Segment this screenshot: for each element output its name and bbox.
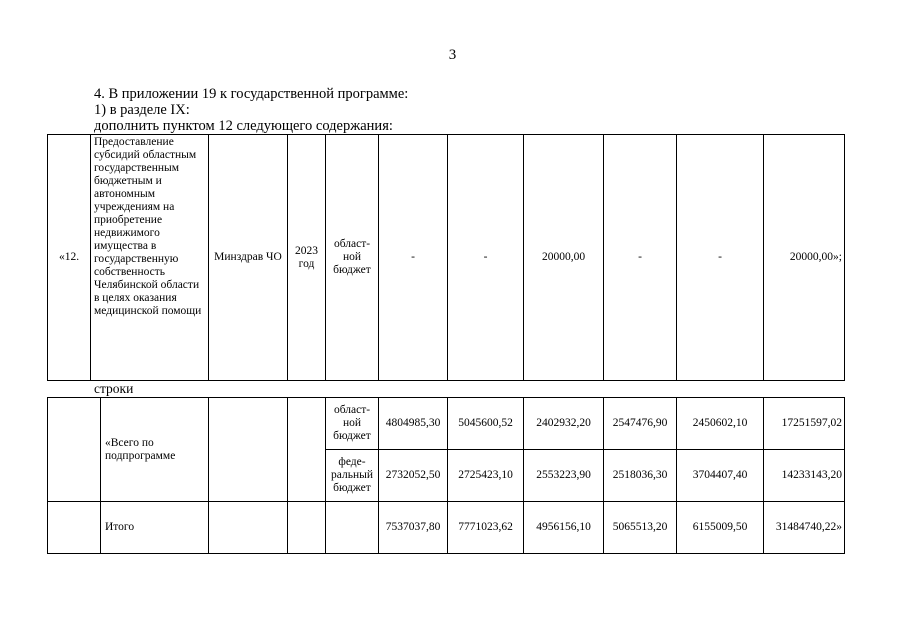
empty-cell — [48, 398, 101, 502]
regional-value-4: 2547476,90 — [604, 398, 677, 450]
itogo-value-4: 5065513,20 — [604, 502, 677, 554]
federal-value-4: 2518036,30 — [604, 450, 677, 502]
intro-line-3: дополнить пунктом 12 следующего содержания: — [94, 118, 393, 134]
item-value-2: - — [448, 135, 524, 381]
item-total: 20000,00»; — [764, 135, 845, 381]
itogo-value-5: 6155009,50 — [677, 502, 764, 554]
intro-line-2: 1) в разделе IX: — [94, 102, 190, 118]
item-number: «12. — [48, 135, 91, 381]
empty-cell — [288, 502, 326, 554]
vsego-label: «Всего по подпрограмме — [101, 398, 209, 502]
itogo-row — [48, 502, 845, 554]
federal-value-1: 2732052,50 — [379, 450, 448, 502]
regional-source: област-ной бюджет — [326, 398, 379, 450]
item-12-table — [47, 134, 845, 381]
intro-line-1: 4. В приложении 19 к государственной программе: — [94, 86, 409, 102]
empty-cell — [48, 502, 101, 554]
itogo-total: 31484740,22» — [764, 502, 845, 554]
item-funding-source: област-ной бюджет — [326, 135, 379, 381]
item-year: 2023 год — [288, 135, 326, 381]
regional-value-2: 5045600,52 — [448, 398, 524, 450]
item-executor: Минздрав ЧО — [209, 135, 288, 381]
regional-value-5: 2450602,10 — [677, 398, 764, 450]
regional-total: 17251597,02 — [764, 398, 845, 450]
empty-cell — [326, 502, 379, 554]
federal-source: феде-ральный бюджет — [326, 450, 379, 502]
item-description: Предоставление субсидий областным государственным бюджетным и автономным учреждениям на приобретение недвижимого имущества в государственную собственность Челябинской области в целях оказания медицинской помощи — [91, 135, 209, 381]
empty-cell — [209, 398, 288, 502]
federal-value-3: 2553223,90 — [524, 450, 604, 502]
item-value-4: - — [604, 135, 677, 381]
empty-cell — [209, 502, 288, 554]
page-number: 3 — [448, 47, 457, 63]
federal-total: 14233143,20 — [764, 450, 845, 502]
regional-value-1: 4804985,30 — [379, 398, 448, 450]
itogo-label: Итого — [101, 502, 209, 554]
item-value-5: - — [677, 135, 764, 381]
itogo-value-3: 4956156,10 — [524, 502, 604, 554]
item-12-row — [48, 135, 845, 381]
federal-value-5: 3704407,40 — [677, 450, 764, 502]
item-value-3: 20000,00 — [524, 135, 604, 381]
federal-value-2: 2725423,10 — [448, 450, 524, 502]
itogo-value-2: 7771023,62 — [448, 502, 524, 554]
regional-budget-row — [48, 398, 845, 450]
regional-value-3: 2402932,20 — [524, 398, 604, 450]
empty-cell — [288, 398, 326, 502]
item-value-1: - — [379, 135, 448, 381]
itogo-value-1: 7537037,80 — [379, 502, 448, 554]
totals-table — [47, 397, 845, 554]
stroki-label: строки — [94, 381, 134, 396]
